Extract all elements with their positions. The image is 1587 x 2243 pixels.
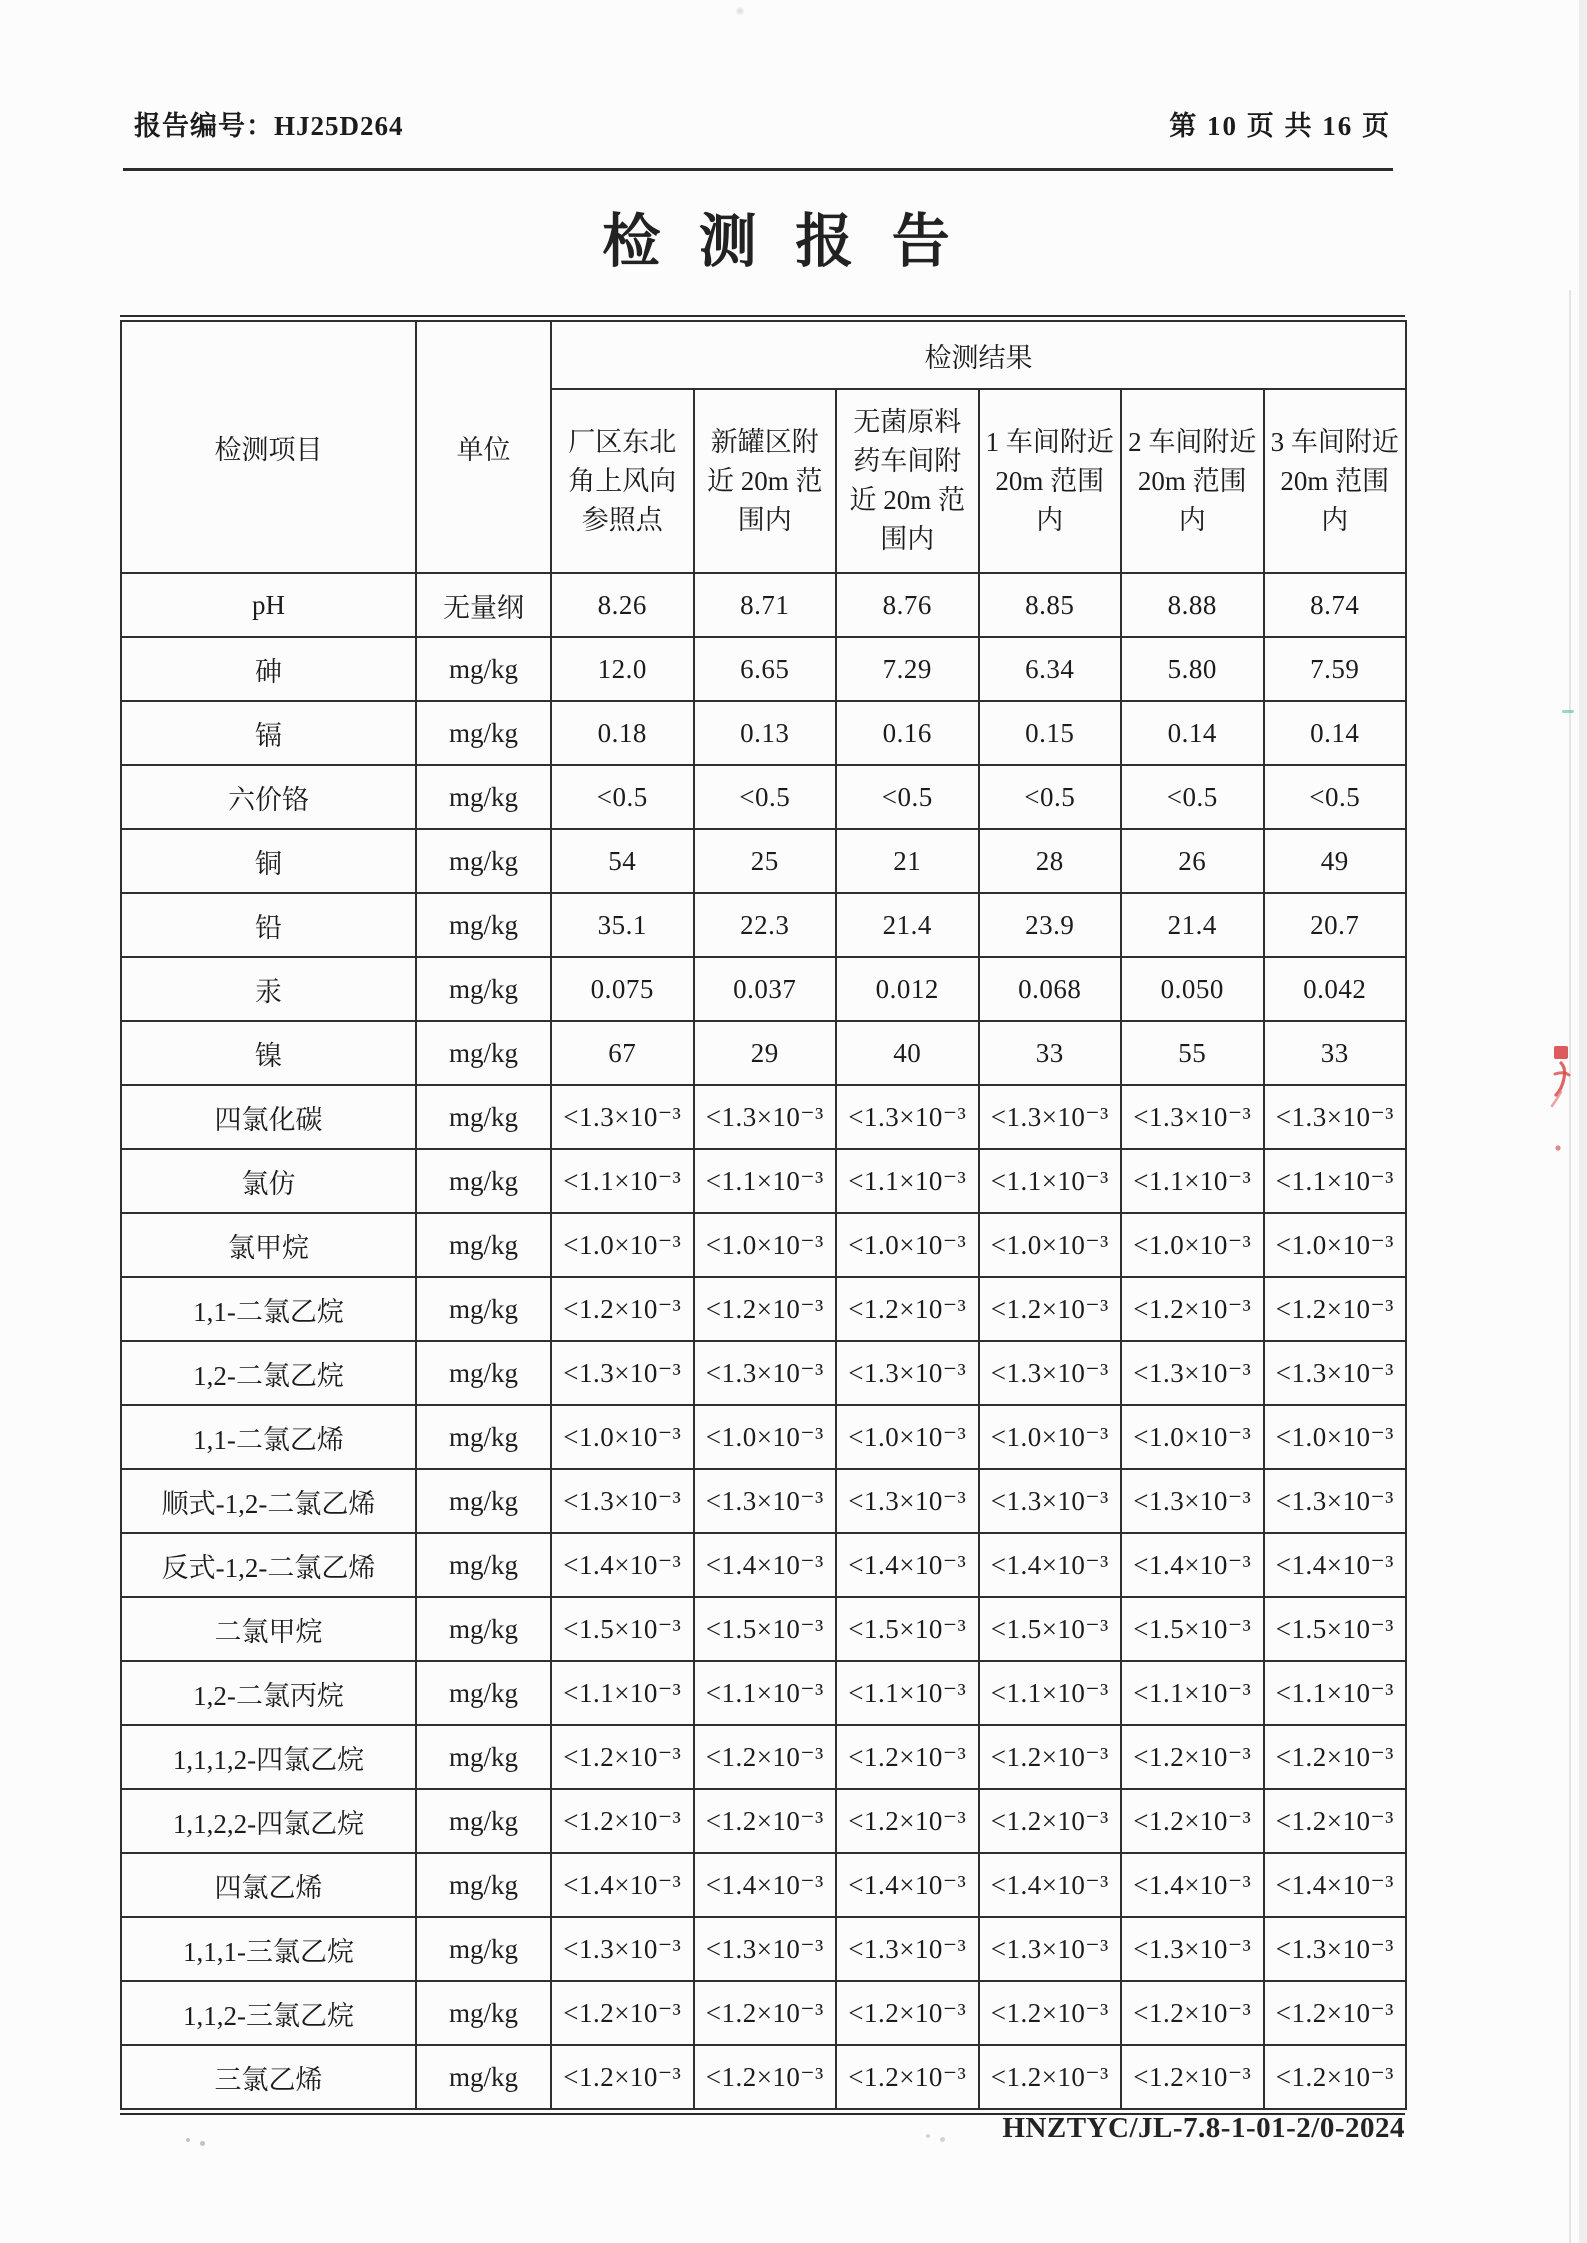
table-row (121, 1149, 1406, 1213)
value-cell: 8.85 (979, 573, 1122, 637)
value-cell: <1.3×10⁻³ (694, 1469, 837, 1533)
value-cell: <1.2×10⁻³ (836, 1789, 979, 1853)
value-cell: <1.2×10⁻³ (1121, 1725, 1264, 1789)
value-cell: <1.0×10⁻³ (979, 1405, 1122, 1469)
item-cell: 六价铬 (121, 765, 416, 829)
value-cell: <1.4×10⁻³ (836, 1853, 979, 1917)
table-row (121, 1405, 1406, 1469)
item-cell: 铅 (121, 893, 416, 957)
value-cell: 6.34 (979, 637, 1122, 701)
value-cell: <1.2×10⁻³ (979, 2045, 1122, 2109)
document-title: 检 测 报 告 (602, 209, 962, 274)
table-row (121, 829, 1406, 893)
value-cell: 0.16 (836, 701, 979, 765)
value-cell: <1.3×10⁻³ (1264, 1341, 1407, 1405)
scan-edge-shadow (1579, 0, 1587, 2243)
value-cell: <1.3×10⁻³ (694, 1085, 837, 1149)
column-header-location-2: 新罐区附近 20m 范围内 (694, 389, 837, 573)
value-cell: 0.068 (979, 957, 1122, 1021)
value-cell: 0.012 (836, 957, 979, 1021)
value-cell: 0.042 (1264, 957, 1407, 1021)
table-row (121, 2045, 1406, 2109)
value-cell: <1.3×10⁻³ (836, 1085, 979, 1149)
value-cell: <1.3×10⁻³ (836, 1469, 979, 1533)
results-table-container (120, 315, 1405, 2115)
value-cell: <1.5×10⁻³ (1264, 1597, 1407, 1661)
table-row (121, 1341, 1406, 1405)
value-cell: 7.29 (836, 637, 979, 701)
value-cell: 8.88 (1121, 573, 1264, 637)
value-cell: <0.5 (979, 765, 1122, 829)
report-number-label: 报告编号： (134, 111, 274, 141)
value-cell: 8.76 (836, 573, 979, 637)
value-cell: <1.0×10⁻³ (694, 1405, 837, 1469)
scan-speck-teal (1562, 710, 1574, 713)
value-cell: <1.0×10⁻³ (979, 1213, 1122, 1277)
value-cell: 7.59 (1264, 637, 1407, 701)
table-row (121, 1469, 1406, 1533)
value-cell: 0.18 (551, 701, 694, 765)
unit-cell: mg/kg (416, 1533, 551, 1597)
unit-cell: mg/kg (416, 1917, 551, 1981)
item-cell: 氯仿 (121, 1149, 416, 1213)
item-cell: pH (121, 573, 416, 637)
value-cell: <1.2×10⁻³ (694, 1277, 837, 1341)
value-cell: <1.2×10⁻³ (1121, 1981, 1264, 2045)
value-cell: 21 (836, 829, 979, 893)
value-cell: <1.2×10⁻³ (1264, 1725, 1407, 1789)
item-cell: 1,2-二氯乙烷 (121, 1341, 416, 1405)
item-cell: 1,1-二氯乙烯 (121, 1405, 416, 1469)
table-row (121, 1213, 1406, 1277)
value-cell: <1.2×10⁻³ (551, 2045, 694, 2109)
value-cell: 54 (551, 829, 694, 893)
value-cell: 0.15 (979, 701, 1122, 765)
value-cell: <1.2×10⁻³ (551, 1981, 694, 2045)
value-cell: <1.0×10⁻³ (836, 1213, 979, 1277)
value-cell: 8.71 (694, 573, 837, 637)
item-cell: 镉 (121, 701, 416, 765)
value-cell: <1.1×10⁻³ (551, 1661, 694, 1725)
value-cell: 33 (1264, 1021, 1407, 1085)
value-cell: <1.1×10⁻³ (551, 1149, 694, 1213)
scan-speck-top (735, 6, 745, 16)
unit-cell: mg/kg (416, 957, 551, 1021)
value-cell: <1.3×10⁻³ (1121, 1917, 1264, 1981)
report-number (134, 104, 404, 143)
unit-cell: mg/kg (416, 1469, 551, 1533)
value-cell: <1.2×10⁻³ (836, 2045, 979, 2109)
table-row (121, 1917, 1406, 1981)
value-cell: <1.2×10⁻³ (1121, 1277, 1264, 1341)
value-cell: <1.0×10⁻³ (551, 1213, 694, 1277)
item-cell: 四氯乙烯 (121, 1853, 416, 1917)
value-cell: <1.4×10⁻³ (1121, 1533, 1264, 1597)
unit-cell: mg/kg (416, 1149, 551, 1213)
scan-smudge (926, 2134, 952, 2142)
value-cell: <1.1×10⁻³ (836, 1149, 979, 1213)
column-header-item: 检测项目 (121, 321, 416, 573)
value-cell: <1.2×10⁻³ (694, 1789, 837, 1853)
item-cell: 1,1,1-三氯乙烷 (121, 1917, 416, 1981)
value-cell: <1.4×10⁻³ (1121, 1853, 1264, 1917)
value-cell: 55 (1121, 1021, 1264, 1085)
value-cell: <1.4×10⁻³ (1264, 1853, 1407, 1917)
report-number-value: HJ25D264 (274, 111, 404, 141)
item-cell: 三氯乙烯 (121, 2045, 416, 2109)
value-cell: 5.80 (1121, 637, 1264, 701)
value-cell: <1.2×10⁻³ (979, 1981, 1122, 2045)
value-cell: 28 (979, 829, 1122, 893)
value-cell: <1.5×10⁻³ (836, 1597, 979, 1661)
table-header-row-1 (121, 321, 1406, 389)
value-cell: <1.5×10⁻³ (551, 1597, 694, 1661)
item-cell: 镍 (121, 1021, 416, 1085)
value-cell: 0.037 (694, 957, 837, 1021)
value-cell: 0.075 (551, 957, 694, 1021)
unit-cell: mg/kg (416, 1725, 551, 1789)
value-cell: 0.14 (1264, 701, 1407, 765)
item-cell: 1,1,2,2-四氯乙烷 (121, 1789, 416, 1853)
value-cell: <1.0×10⁻³ (836, 1405, 979, 1469)
scan-edge-line (1569, 290, 1571, 2243)
value-cell: <1.3×10⁻³ (836, 1341, 979, 1405)
value-cell: <1.3×10⁻³ (1121, 1469, 1264, 1533)
value-cell: <1.2×10⁻³ (836, 1725, 979, 1789)
column-header-results: 检测结果 (551, 321, 1406, 389)
unit-cell: mg/kg (416, 1789, 551, 1853)
value-cell: <1.3×10⁻³ (1264, 1917, 1407, 1981)
value-cell: <1.3×10⁻³ (1121, 1085, 1264, 1149)
value-cell: <1.4×10⁻³ (979, 1533, 1122, 1597)
item-cell: 四氯化碳 (121, 1085, 416, 1149)
value-cell: <1.5×10⁻³ (1121, 1597, 1264, 1661)
table-row (121, 893, 1406, 957)
value-cell: <1.2×10⁻³ (836, 1981, 979, 2045)
table-row (121, 701, 1406, 765)
item-cell: 铜 (121, 829, 416, 893)
unit-cell: 无量纲 (416, 573, 551, 637)
value-cell: <1.4×10⁻³ (551, 1533, 694, 1597)
table-row (121, 1789, 1406, 1853)
unit-cell: mg/kg (416, 1341, 551, 1405)
unit-cell: mg/kg (416, 1597, 551, 1661)
value-cell: <0.5 (1264, 765, 1407, 829)
value-cell: 0.14 (1121, 701, 1264, 765)
value-cell: <1.3×10⁻³ (551, 1469, 694, 1533)
unit-cell: mg/kg (416, 701, 551, 765)
value-cell: <1.2×10⁻³ (1264, 1981, 1407, 2045)
value-cell: <1.3×10⁻³ (551, 1085, 694, 1149)
value-cell: <1.4×10⁻³ (836, 1533, 979, 1597)
unit-cell: mg/kg (416, 1661, 551, 1725)
value-cell: <1.2×10⁻³ (979, 1277, 1122, 1341)
value-cell: <1.4×10⁻³ (1264, 1533, 1407, 1597)
value-cell: 49 (1264, 829, 1407, 893)
value-cell: <1.2×10⁻³ (1121, 1789, 1264, 1853)
value-cell: <1.2×10⁻³ (1121, 2045, 1264, 2109)
value-cell: <0.5 (694, 765, 837, 829)
value-cell: <1.3×10⁻³ (979, 1085, 1122, 1149)
table-row (121, 1661, 1406, 1725)
value-cell: <0.5 (551, 765, 694, 829)
value-cell: 35.1 (551, 893, 694, 957)
page-indicator: 第 10 页 共 16 页 (1169, 111, 1391, 141)
value-cell: 40 (836, 1021, 979, 1085)
value-cell: <1.4×10⁻³ (694, 1533, 837, 1597)
unit-cell: mg/kg (416, 893, 551, 957)
value-cell: <1.1×10⁻³ (1264, 1661, 1407, 1725)
value-cell: <1.3×10⁻³ (551, 1917, 694, 1981)
value-cell: <1.3×10⁻³ (836, 1917, 979, 1981)
value-cell: 0.050 (1121, 957, 1264, 1021)
unit-cell: mg/kg (416, 1853, 551, 1917)
table-row (121, 1981, 1406, 2045)
table-row (121, 957, 1406, 1021)
table-row (121, 765, 1406, 829)
value-cell: <1.1×10⁻³ (836, 1661, 979, 1725)
value-cell: 25 (694, 829, 837, 893)
item-cell: 砷 (121, 637, 416, 701)
table-row (121, 1533, 1406, 1597)
item-cell: 1,2-二氯丙烷 (121, 1661, 416, 1725)
value-cell: <1.4×10⁻³ (551, 1853, 694, 1917)
value-cell: 20.7 (1264, 893, 1407, 957)
value-cell: <1.2×10⁻³ (551, 1725, 694, 1789)
item-cell: 1,1,2-三氯乙烷 (121, 1981, 416, 2045)
value-cell: <1.3×10⁻³ (551, 1341, 694, 1405)
value-cell: 8.74 (1264, 573, 1407, 637)
value-cell: 22.3 (694, 893, 837, 957)
table-row (121, 1725, 1406, 1789)
table-row (121, 1277, 1406, 1341)
value-cell: <1.5×10⁻³ (979, 1597, 1122, 1661)
table-row (121, 1853, 1406, 1917)
table-row (121, 1597, 1406, 1661)
value-cell: <1.0×10⁻³ (1121, 1405, 1264, 1469)
column-header-location-5: 2 车间附近 20m 范围内 (1121, 389, 1264, 573)
value-cell: <1.2×10⁻³ (694, 2045, 837, 2109)
value-cell: <1.1×10⁻³ (979, 1149, 1122, 1213)
value-cell: <1.2×10⁻³ (551, 1789, 694, 1853)
value-cell: 8.26 (551, 573, 694, 637)
unit-cell: mg/kg (416, 1085, 551, 1149)
unit-cell: mg/kg (416, 1021, 551, 1085)
unit-cell: mg/kg (416, 1981, 551, 2045)
item-cell: 二氯甲烷 (121, 1597, 416, 1661)
value-cell: 0.13 (694, 701, 837, 765)
value-cell: 12.0 (551, 637, 694, 701)
unit-cell: mg/kg (416, 2045, 551, 2109)
value-cell: <1.3×10⁻³ (694, 1341, 837, 1405)
value-cell: 23.9 (979, 893, 1122, 957)
item-cell: 1,1,1,2-四氯乙烷 (121, 1725, 416, 1789)
value-cell: <1.5×10⁻³ (694, 1597, 837, 1661)
value-cell: <1.1×10⁻³ (979, 1661, 1122, 1725)
value-cell: <1.3×10⁻³ (979, 1917, 1122, 1981)
unit-cell: mg/kg (416, 1213, 551, 1277)
value-cell: <1.2×10⁻³ (1264, 1277, 1407, 1341)
unit-cell: mg/kg (416, 1277, 551, 1341)
header-divider-line (123, 168, 1393, 171)
value-cell: <1.0×10⁻³ (1264, 1405, 1407, 1469)
unit-cell: mg/kg (416, 829, 551, 893)
table-row (121, 1021, 1406, 1085)
value-cell: <1.1×10⁻³ (1121, 1661, 1264, 1725)
column-header-location-6: 3 车间附近 20m 范围内 (1264, 389, 1407, 573)
results-table (120, 320, 1407, 2110)
table-row (121, 573, 1406, 637)
value-cell: <1.2×10⁻³ (551, 1277, 694, 1341)
value-cell: <1.3×10⁻³ (979, 1341, 1122, 1405)
value-cell: 29 (694, 1021, 837, 1085)
value-cell: <0.5 (1121, 765, 1264, 829)
value-cell: 26 (1121, 829, 1264, 893)
value-cell: <1.0×10⁻³ (1121, 1213, 1264, 1277)
value-cell: <1.1×10⁻³ (1264, 1149, 1407, 1213)
value-cell: <1.0×10⁻³ (551, 1405, 694, 1469)
value-cell: <1.2×10⁻³ (979, 1725, 1122, 1789)
item-cell: 顺式-1,2-二氯乙烯 (121, 1469, 416, 1533)
value-cell: <1.3×10⁻³ (1121, 1341, 1264, 1405)
value-cell: 21.4 (1121, 893, 1264, 957)
unit-cell: mg/kg (416, 765, 551, 829)
scan-smudge (186, 2138, 212, 2146)
value-cell: <1.2×10⁻³ (979, 1789, 1122, 1853)
value-cell: <1.3×10⁻³ (1264, 1469, 1407, 1533)
value-cell: <1.2×10⁻³ (836, 1277, 979, 1341)
unit-cell: mg/kg (416, 1405, 551, 1469)
value-cell: <1.3×10⁻³ (1264, 1085, 1407, 1149)
table-row (121, 637, 1406, 701)
unit-cell: mg/kg (416, 637, 551, 701)
value-cell: <1.2×10⁻³ (1264, 2045, 1407, 2109)
item-cell: 1,1-二氯乙烷 (121, 1277, 416, 1341)
table-row (121, 1085, 1406, 1149)
column-header-location-1: 厂区东北角上风向参照点 (551, 389, 694, 573)
value-cell: <1.3×10⁻³ (694, 1917, 837, 1981)
value-cell: <1.4×10⁻³ (979, 1853, 1122, 1917)
item-cell: 反式-1,2-二氯乙烯 (121, 1533, 416, 1597)
value-cell: <1.0×10⁻³ (1264, 1213, 1407, 1277)
value-cell: 21.4 (836, 893, 979, 957)
footer-document-code: HNZTYC/JL-7.8-1-01-2/0-2024 (1002, 2112, 1405, 2144)
value-cell: <1.2×10⁻³ (1264, 1789, 1407, 1853)
value-cell: <0.5 (836, 765, 979, 829)
column-header-unit: 单位 (416, 321, 551, 573)
value-cell: <1.1×10⁻³ (694, 1661, 837, 1725)
value-cell: <1.4×10⁻³ (694, 1853, 837, 1917)
value-cell: <1.2×10⁻³ (694, 1725, 837, 1789)
column-header-location-3: 无菌原料药车间附近 20m 范围内 (836, 389, 979, 573)
value-cell: <1.1×10⁻³ (694, 1149, 837, 1213)
value-cell: 67 (551, 1021, 694, 1085)
item-cell: 汞 (121, 957, 416, 1021)
item-cell: 氯甲烷 (121, 1213, 416, 1277)
value-cell: 6.65 (694, 637, 837, 701)
value-cell: 33 (979, 1021, 1122, 1085)
value-cell: <1.1×10⁻³ (1121, 1149, 1264, 1213)
value-cell: <1.3×10⁻³ (979, 1469, 1122, 1533)
value-cell: <1.0×10⁻³ (694, 1213, 837, 1277)
value-cell: <1.2×10⁻³ (694, 1981, 837, 2045)
column-header-location-4: 1 车间附近 20m 范围内 (979, 389, 1122, 573)
